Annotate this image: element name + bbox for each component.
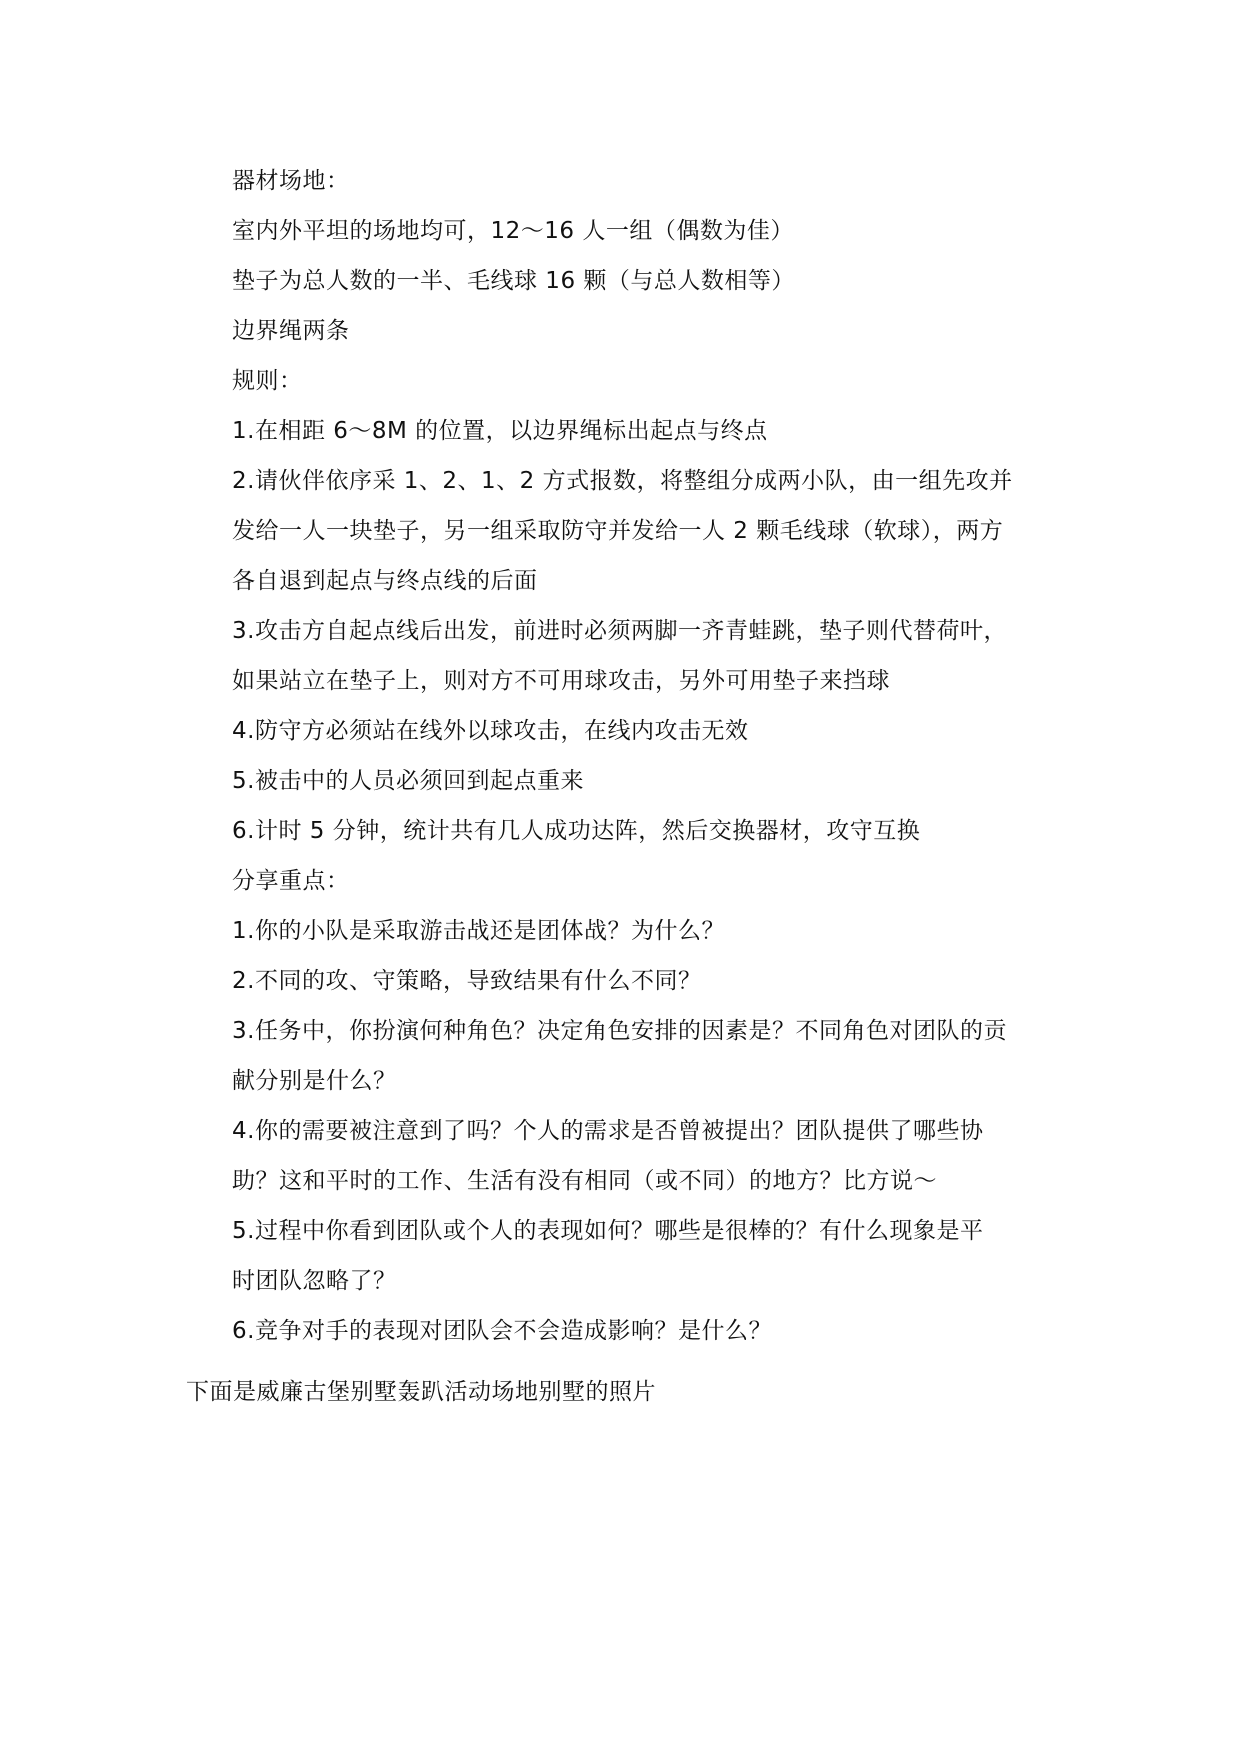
- question-item-continued: 助？这和平时的工作、生活有没有相同（或不同）的地方？比方说～: [232, 1168, 937, 1194]
- question-item: 3.任务中，你扮演何种角色？决定角色安排的因素是？不同角色对团队的贡: [232, 1018, 1007, 1044]
- rule-item-continued: 各自退到起点与终点线的后面: [232, 568, 538, 594]
- rule-item: 3.攻击方自起点线后出发，前进时必须两脚一齐青蛙跳，垫子则代替荷叶，: [232, 618, 1007, 644]
- text-line: 边界绳两条: [232, 318, 350, 344]
- text-line: 垫子为总人数的一半、毛线球 16 颗（与总人数相等）: [232, 268, 795, 294]
- rule-item: 6.计时 5 分钟，统计共有几人成功达阵，然后交换器材，攻守互换: [232, 818, 921, 844]
- question-item-continued: 时团队忽略了？: [232, 1268, 397, 1294]
- rule-item: 4.防守方必须站在线外以球攻击，在线内攻击无效: [232, 718, 749, 744]
- rule-item: 2.请伙伴依序采 1、2、1、2 方式报数，将整组分成两小队，由一组先攻并: [232, 468, 1013, 494]
- question-item: 1.你的小队是采取游击战还是团体战？为什么？: [232, 918, 725, 944]
- question-item: 6.竞争对手的表现对团队会不会造成影响？是什么？: [232, 1318, 772, 1344]
- rule-item: 5.被击中的人员必须回到起点重来: [232, 768, 584, 794]
- question-item-continued: 献分别是什么？: [232, 1068, 397, 1094]
- rule-item: 1.在相距 6～8M 的位置，以边界绳标出起点与终点: [232, 418, 768, 444]
- section-heading-equipment: 器材场地：: [232, 168, 350, 194]
- section-heading-sharing: 分享重点：: [232, 868, 350, 894]
- question-item: 5.过程中你看到团队或个人的表现如何？哪些是很棒的？有什么现象是平: [232, 1218, 984, 1244]
- section-heading-rules: 规则：: [232, 368, 303, 394]
- rule-item-continued: 发给一人一块垫子，另一组采取防守并发给一人 2 颗毛线球（软球），两方: [232, 518, 1004, 544]
- rule-item-continued: 如果站立在垫子上，则对方不可用球攻击，另外可用垫子来挡球: [232, 668, 890, 694]
- question-item: 4.你的需要被注意到了吗？个人的需求是否曾被提出？团队提供了哪些协: [232, 1118, 984, 1144]
- question-item: 2.不同的攻、守策略，导致结果有什么不同？: [232, 968, 702, 994]
- text-line: 室内外平坦的场地均可，12～16 人一组（偶数为佳）: [232, 218, 794, 244]
- closing-sentence: 下面是威廉古堡别墅轰趴活动场地别墅的照片: [186, 1379, 656, 1405]
